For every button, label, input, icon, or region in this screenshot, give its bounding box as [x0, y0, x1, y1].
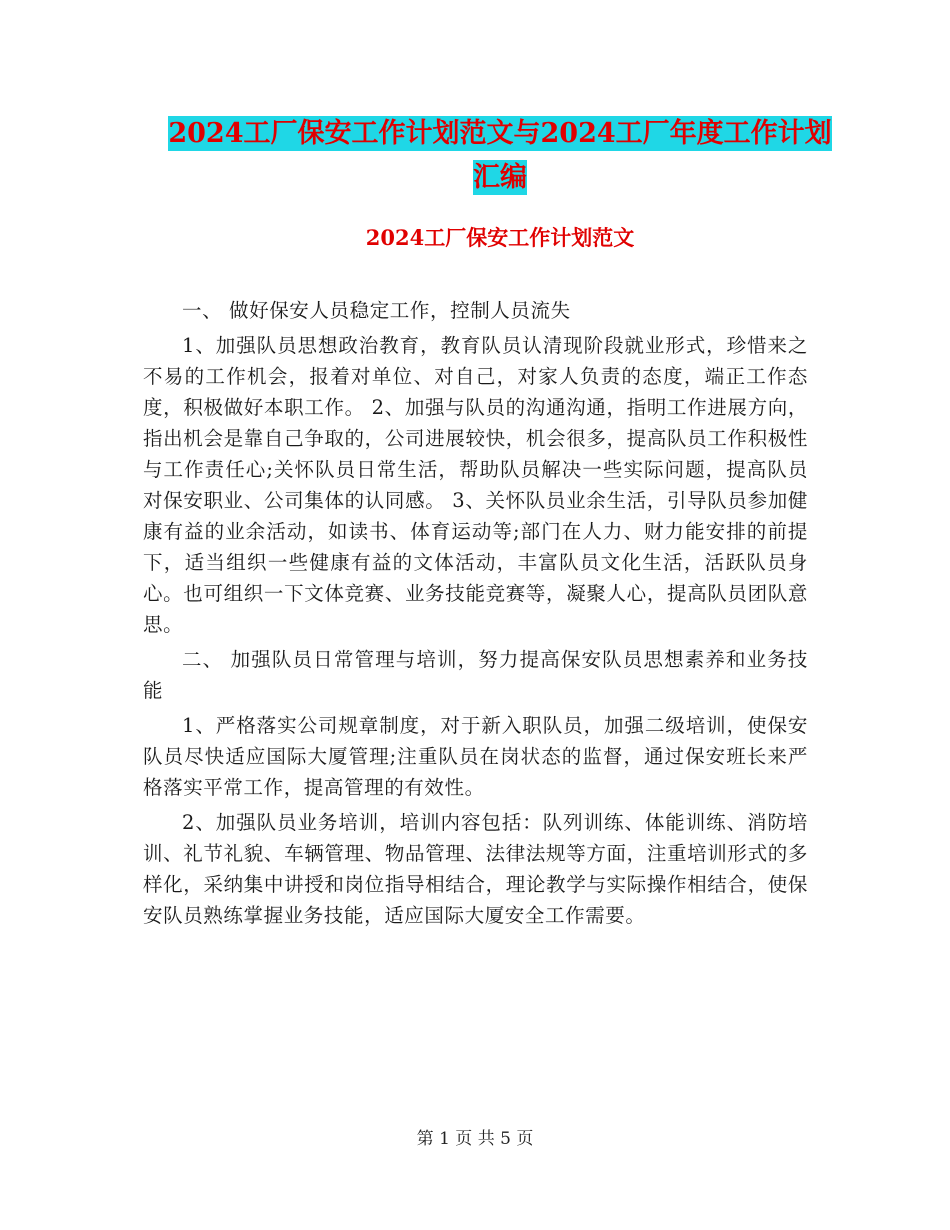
section-title: 2024工厂保安工作计划范文	[365, 225, 635, 250]
paragraph-heading-1: 一、 做好保安人员稳定工作，控制人员流失	[182, 299, 571, 322]
title-line-2: 汇编	[473, 162, 527, 193]
paragraph: 2、加强队员业务培训，培训内容包括：队列训练、体能训练、消防培训、礼节礼貌、车辆管理、物品管理、法律法规等方面，注重培训形式的多样化，采纳集中讲授和岗位指导相结合，理论教学与实际操作相结合，使保安队员熟练掌握业务技能，适应国际大厦安全工作需要。	[143, 811, 808, 927]
paragraph: 1、严格落实公司规章制度，对于新入职队员，加强二级培训，使保安队员尽快适应国际大厦管理;注重队员在岗状态的监督，通过保安班长来严格落实平常工作，提高管理的有效性。	[143, 714, 808, 799]
title-line-1: 2024工厂保安工作计划范文与2024工厂年度工作计划	[168, 118, 832, 149]
paragraph-heading-2: 二、 加强队员日常管理与培训，努力提高保安队员思想素养和业务技能	[143, 648, 808, 702]
paragraph: 1、加强队员思想政治教育，教育队员认清现阶段就业形式，珍惜来之不易的工作机会，报着对单位、对自己，对家人负责的态度，端正工作态度，积极做好本职工作。 2、加强与队员的沟通沟通，指明工作进展方向，指出机会是靠自己争取的，公司进展较快，机会很多，提高队员工作积极性与工作责任心;关怀队员日常生活，帮助队员解决一些实际问题，提高队员对保安职业、公司集体的认同感。 3、关怀队员业余生活，引导队员参加健康有益的业余活动，如读书、体育运动等;部门在人力、财力能安排的前提下，适当组织一些健康有益的文体活动，丰富队员文化生活，活跃队员身心。也可组织一下文体竞赛、业务技能竞赛等，凝聚人心，提高队员团队意思。	[143, 334, 808, 636]
document-title	[140, 112, 860, 200]
document-body	[143, 295, 808, 931]
page-footer: 第 1 页 共 5 页	[416, 1129, 534, 1149]
